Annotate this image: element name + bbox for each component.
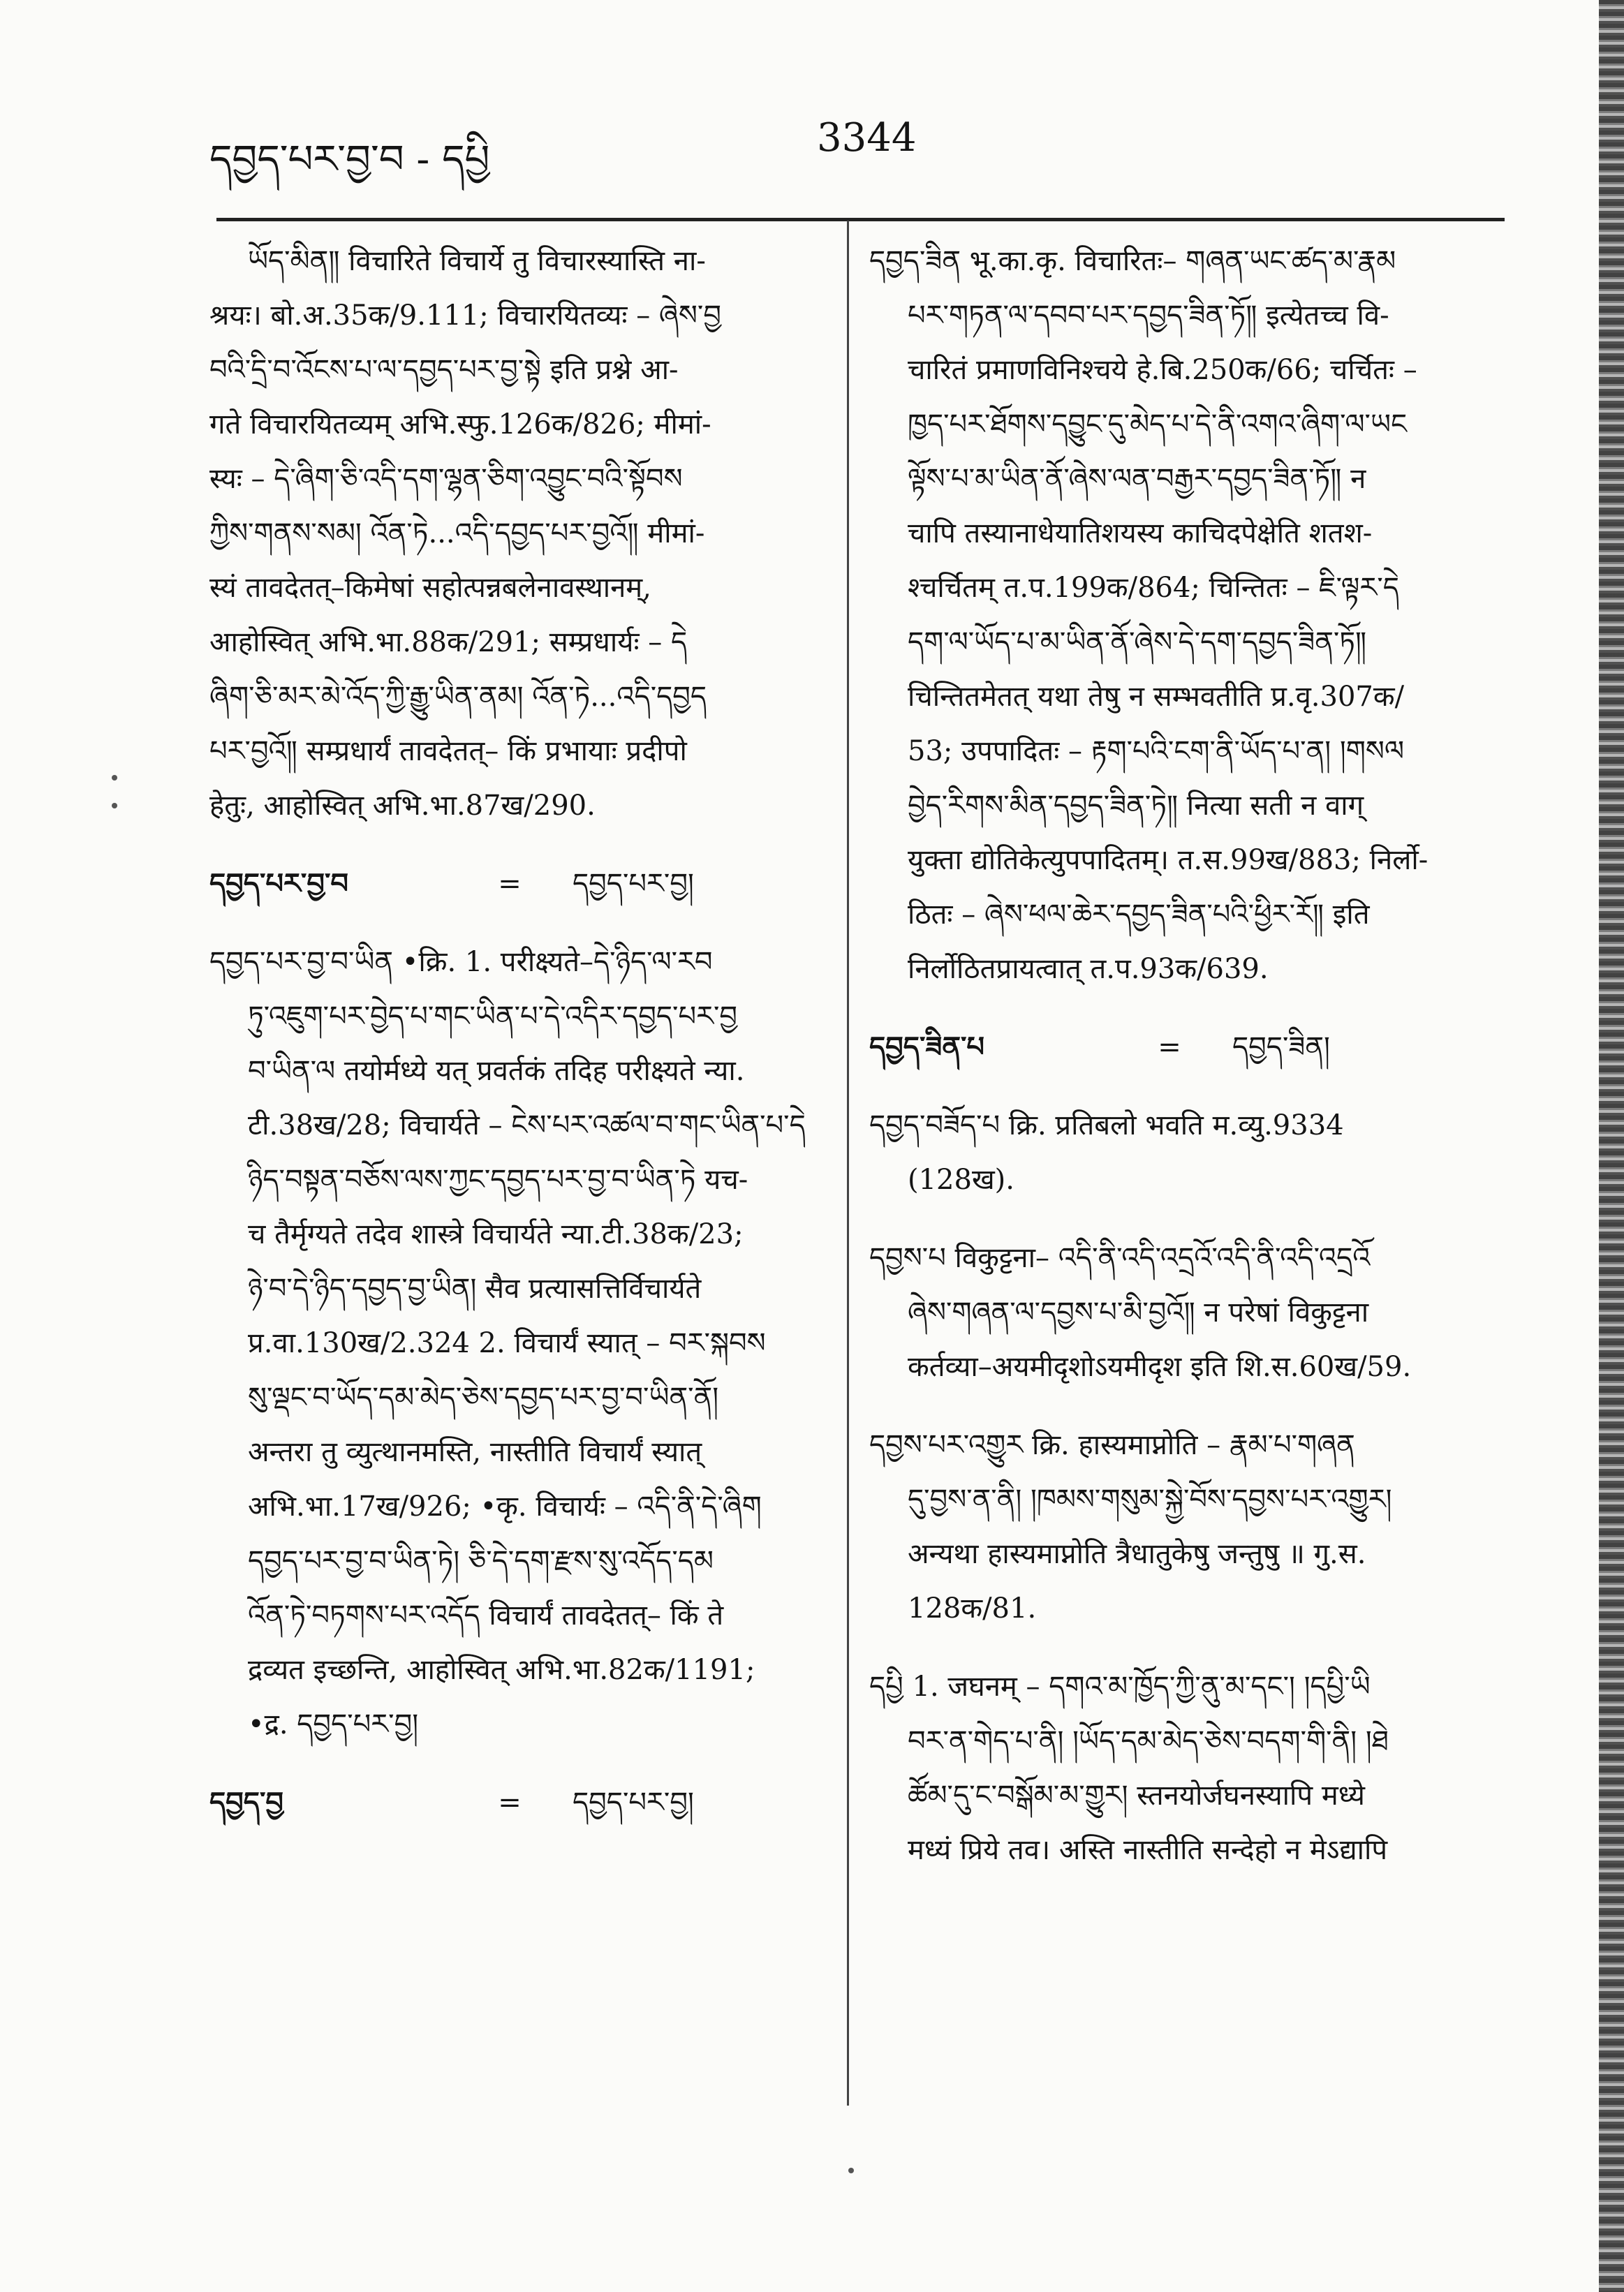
cross-reference-entry <box>209 857 824 911</box>
equals-sign: = <box>498 1787 522 1819</box>
running-head: དབྱད་པར་བྱ་བ - དཔྱི <box>209 137 490 182</box>
entry-line: ཀྱིས་གནས་སམ། འོན་ཏེ...འདི་དབྱད་པར་བྱའོ༎ मीमां- <box>209 517 705 549</box>
entry-line: ཡོད་མིན༎ विचारिते विचार्ये तु विचारस्यास्ति ना- <box>248 245 706 277</box>
entry-line: युक्ता द्योतिकेत्युपपादितम्। त.स.99ख/883; निर्लो- <box>908 844 1429 876</box>
entry-line: ཏུ་འཇུག་པར་བྱེད་པ་གང་ཡིན་པ་དེ་འདིར་དབྱད་པར་བྱ <box>248 1000 738 1033</box>
header-rule <box>216 218 1505 221</box>
cross-reference-entry <box>209 1775 824 1830</box>
column-divider <box>847 221 849 2106</box>
entry-line: प्र.वा.130ख/2.324 2. विचार्यं स्यात् – བར་སྐབས <box>248 1327 766 1359</box>
entry-line: स्यं तावदेतत्–किमेषां सहोत्पन्नबलेनावस्थानम्, <box>209 572 651 604</box>
cross-reference-entry <box>869 1020 1491 1074</box>
entry-line: टी.38ख/28; विचार्यते – ངེས་པར་འཚལ་བ་གང་ཡིན་པ་དེ <box>248 1109 806 1141</box>
entry-line: कर्तव्या–अयमीदृशोऽयमीदृश इति शि.स.60ख/59. <box>908 1351 1412 1383</box>
page-header <box>0 0 1624 230</box>
equals-sign: = <box>1158 1031 1181 1063</box>
entry-line: ཞིག་ཅི་མར་མེ་འོད་ཀྱི་རྒྱུ་ཡིན་ནམ། འོན་ཏེ...འདི་དབྱད <box>209 681 707 713</box>
entry-line: ཞེས་གཞན་ལ་དབྱས་པ་མི་བྱའོ༎ न परेषां विकुट्टना <box>908 1296 1369 1329</box>
entry-line: (128ख). <box>908 1164 1014 1196</box>
entry-line: དུ་བྱས་ན་ནི། །ཁམས་གསུམ་སྐྱེ་བོས་དབྱས་པར་འགྱུར། <box>908 1484 1392 1516</box>
entry-line: ཁྱད་པར་ཐོགས་དབྱུང་དུ་མེད་པ་དེ་ནི་འགའ་ཞིག་ལ་ཡང <box>908 408 1408 441</box>
entry-line: अभि.भा.17ख/926; •कृ. विचार्यः – འདི་ནི་དེ་ཞིག <box>248 1491 762 1523</box>
entry-line: गते विचारयितव्यम् अभि.स्फु.126क/826; मीमां- <box>209 408 711 441</box>
entry-line: དབྱས་པར་འགྱུར क्रि. हास्यमाप्नोति – རྣམ་པ་གཞན <box>869 1429 1355 1461</box>
entry-line: དཔྱི 1. जघनम् – དགའ་མ་ཁྱོད་ཀྱི་ནུ་མ་དང་། །དཔྱི་ཡི <box>869 1671 1371 1703</box>
entry-line: श्चर्चितम् त.प.199क/864; चिन्तितः – ཇི་ལྟར་དེ <box>908 572 1399 604</box>
entry-line: འོན་ཏེ་བཏགས་པར་འདོད विचार्यं तावदेतत्– किं ते <box>248 1599 724 1632</box>
entry-line: དབྱད་པར་བྱ་བ་ཡིན •क्रि. 1. परीक्ष्यते–དེ་ཉིད་ལ་རབ <box>209 946 713 978</box>
dictionary-entry <box>869 234 1491 996</box>
entry-line: आहोस्वित् अभि.भा.88क/291; सम्प्रधार्यः – དེ <box>209 626 688 658</box>
entry-line: སུ་ལྡང་བ་ཡོད་དམ་མེད་ཅེས་དབྱད་པར་བྱ་བ་ཡིན་ནོ། <box>248 1382 719 1414</box>
entry-line: པར་གཏན་ལ་དབབ་པར་དབྱད་ཟིན་ཏོ༎ इत्येतच्च वि- <box>908 300 1389 332</box>
scan-speck <box>848 2168 854 2173</box>
entry-line: བྱེད་རིགས་མིན་དབྱད་ཟིན་ཏེ༎ नित्या सती न वाग् <box>908 790 1364 822</box>
entry-line: निर्लोठितप्रायत्वात् त.प.93क/639. <box>908 953 1269 985</box>
scan-speck <box>112 803 117 808</box>
reference-target: དབྱད་པར་བྱ། <box>573 1787 694 1819</box>
headword: དབྱད་པར་བྱ་བ <box>209 867 348 900</box>
entry-line: च तैर्मृग्यते तदेव शास्त्रे विचार्यते न्या.टी.38क/23; <box>248 1218 744 1250</box>
dictionary-entry <box>869 1418 1491 1636</box>
entry-line: དག་ལ་ཡོད་པ་མ་ཡིན་ནོ་ཞེས་དེ་དག་དབྱད་ཟིན་ཏོ༎ <box>908 626 1367 658</box>
entry-line: चारितं प्रमाणविनिश्चये हे.बि.250क/66; चर्चितः – <box>908 354 1417 386</box>
entry-line: ཉེ་བ་དེ་ཉིད་དབྱད་བྱ་ཡིན། सैव प्रत्यासत्तिर्विचार्यते <box>248 1273 702 1305</box>
entry-line: བའི་དྲི་བ་འོངས་པ་ལ་དབྱད་པར་བྱ་སྟེ इति प्रश्ने आ- <box>209 354 679 386</box>
entry-line: བར་ན་གེད་པ་ནི། །ཡོད་དམ་མེད་ཅེས་བདག་གི་ནི། །ཐེ <box>908 1725 1389 1757</box>
entry-line: དབྱད་ཟིན भू.का.कृ. विचारितः– གཞན་ཡང་ཚད་མ་རྣམ <box>869 245 1396 277</box>
entry-line: ཚོམ་དུ་ང་བསྒོམ་མ་གྱུར། स्तनयोर्जघनस्यापि मध्ये <box>908 1780 1365 1812</box>
dictionary-entry <box>869 1231 1491 1394</box>
entry-line: चिन्तितमेतत् यथा तेषु न सम्भवतीति प्र.वृ.307क/ <box>908 681 1405 713</box>
headword: དབྱད་ཟིན་པ <box>869 1030 985 1063</box>
entry-line: हेतुः, आहोस्वित् अभि.भा.87ख/290. <box>209 790 596 822</box>
entry-line: ཉིད་བསྟན་བཅོས་ལས་ཀྱང་དབྱད་པར་བྱ་བ་ཡིན་ཏེ यच- <box>248 1164 748 1196</box>
reference-target: དབྱད་ཟིན། <box>1232 1031 1330 1063</box>
entry-line: 53; उपपादितः – རྟག་པའི་ངག་ནི་ཡོད་པ་ན། །གསལ <box>908 735 1405 767</box>
equals-sign: = <box>498 868 522 900</box>
right-column <box>869 234 1491 1901</box>
entry-line: स्यः – དེ་ཞིག་ཅི་འདི་དག་ལྷན་ཅིག་འབྱུང་བའི་སྟོབས <box>209 463 683 495</box>
entry-line: བ་ཡིན་ལ तयोर्मध्ये यत् प्रवर्तकं तदिह परीक्ष्यते न्या. <box>248 1055 745 1087</box>
dictionary-entry <box>869 1659 1491 1877</box>
entry-line: अन्यथा हास्यमाप्नोति त्रैधातुकेषु जन्तुषु ॥ गु.स. <box>908 1538 1366 1570</box>
entry-line: དབྱད་པར་བྱ་བ་ཡིན་ཏེ། ཅི་དེ་དག་རྫས་སུ་འདོད་དམ <box>248 1545 714 1577</box>
entry-line: चापि तस्यानाधेयातिशयस्य काचिदपेक्षेति शतश- <box>908 517 1373 549</box>
entry-line: ལྟོས་པ་མ་ཡིན་ནོ་ཞེས་ལན་བརྒྱར་དབྱད་ཟིན་ཏོ༎ न <box>908 463 1366 495</box>
entry-line: དབྱས་པ विकुट्टना– འདི་ནི་འདི་འདྲའོ་འདི་ནི་འདི་འདྲའོ <box>869 1242 1371 1274</box>
headword: དབྱད་བྱ <box>209 1786 283 1819</box>
scan-edge-shadow <box>1599 0 1624 2292</box>
entry-line: ठितः – ཞེས་ཕལ་ཆེར་དབྱད་ཟིན་པའི་ཕྱིར་རོ༎ इति <box>908 899 1370 931</box>
left-column <box>209 234 824 1854</box>
entry-line: པར་བྱའོ༎ सम्प्रधार्यं तावदेतत्– किं प्रभायाः प्रदीपो <box>209 735 687 767</box>
dictionary-entry <box>869 1098 1491 1207</box>
entry-line: मध्यं प्रिये तव। अस्ति नास्तीति सन्देहो न मेऽद्यापि <box>908 1834 1388 1866</box>
entry-line: •द्र. དབྱད་པར་བྱ། <box>248 1708 419 1740</box>
entry-line: དབྱད་བཟོད་པ क्रि. प्रतिबलो भवति म.व्यु.9334 <box>869 1109 1344 1141</box>
entry-line: 128क/81. <box>908 1592 1037 1625</box>
page-number: 3344 <box>817 115 917 161</box>
entry-line: अन्तरा तु व्युत्थानमस्ति, नास्तीति विचार्यं स्यात् <box>248 1436 702 1468</box>
entry-line: श्रयः। बो.अ.35क/9.111; विचारयितव्यः – ཞེས་བྱ <box>209 300 721 332</box>
entry-line: द्रव्यत इच्छन्ति, आहोस्वित् अभि.भा.82क/1191; <box>248 1654 755 1686</box>
reference-target: དབྱད་པར་བྱ། <box>573 868 694 900</box>
dictionary-entry <box>209 935 824 1752</box>
scan-speck <box>112 775 117 781</box>
dictionary-entry <box>209 234 824 833</box>
